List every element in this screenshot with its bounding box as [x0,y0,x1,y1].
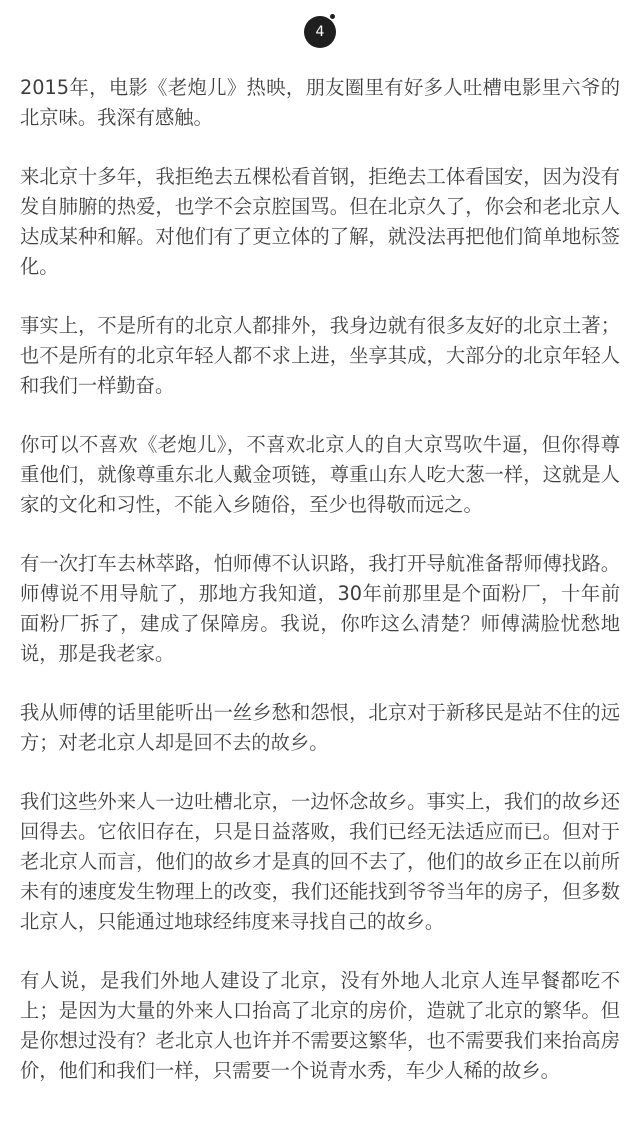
page-number-header [0,14,640,50]
paragraph-6: 我从师傅的话里能听出一丝乡愁和怨恨，北京对于新移民是站不住的远方；对老北京人却是回不去的故乡。 [20,701,620,754]
article-body [20,73,620,1115]
paragraph-5: 有一次打车去林萃路，怕师傅不认识路，我打开导航准备帮师傅找路。师傅说不用导航了，那地方我知道，30年前那里是个面粉厂，十年前面粉厂拆了，建成了保障房。我说，你咋这么清楚？师傅满脸忧愁地说，那是我老家。 [20,552,620,665]
paragraph-2: 来北京十多年，我拒绝去五棵松看首钢，拒绝去工体看国安，因为没有发自肺腑的热爱，也学不会京腔国骂。但在北京久了，你会和老北京人达成某种和解。对他们有了更立体的了解，就没法再把他们简单地标签化。 [20,165,620,278]
paragraph-8: 有人说，是我们外地人建设了北京，没有外地人北京人连早餐都吃不上；是因为大量的外来人口抬高了北京的房价，造就了北京的繁华。但是你想过没有？老北京人也许并不需要这繁华，也不需要我们来抬高房价，他们和我们一样，只需要一个说青水秀，车少人稀的故乡。 [20,969,620,1082]
paragraph-3: 事实上，不是所有的北京人都排外，我身边就有很多友好的北京土著；也不是所有的北京年轻人都不求上进，坐享其成，大部分的北京年轻人和我们一样勤奋。 [20,314,620,397]
paragraph-7: 我们这些外来人一边吐槽北京，一边怀念故乡。事实上，我们的故乡还回得去。它依旧存在，只是日益落败，我们已经无法适应而已。但对于老北京人而言，他们的故乡才是真的回不去了，他们的故乡正在以前所未有的速度发生物理上的改变，我们还能找到爷爷当年的房子，但多数北京人，只能通过地球经纬度来寻找自己的故乡。 [20,790,620,933]
page-number-badge: 4 [304,16,336,48]
badge-dot-icon [330,14,335,19]
paragraph-4: 你可以不喜欢《老炮儿》，不喜欢北京人的自大京骂吹牛逼，但你得尊重他们，就像尊重东北人戴金项链，尊重山东人吃大葱一样，这就是人家的文化和习性，不能入乡随俗，至少也得敬而远之。 [20,433,620,516]
paragraph-1: 2015年，电影《老炮儿》热映，朋友圈里有好多人吐槽电影里六爷的北京味。我深有感触。 [20,76,620,129]
